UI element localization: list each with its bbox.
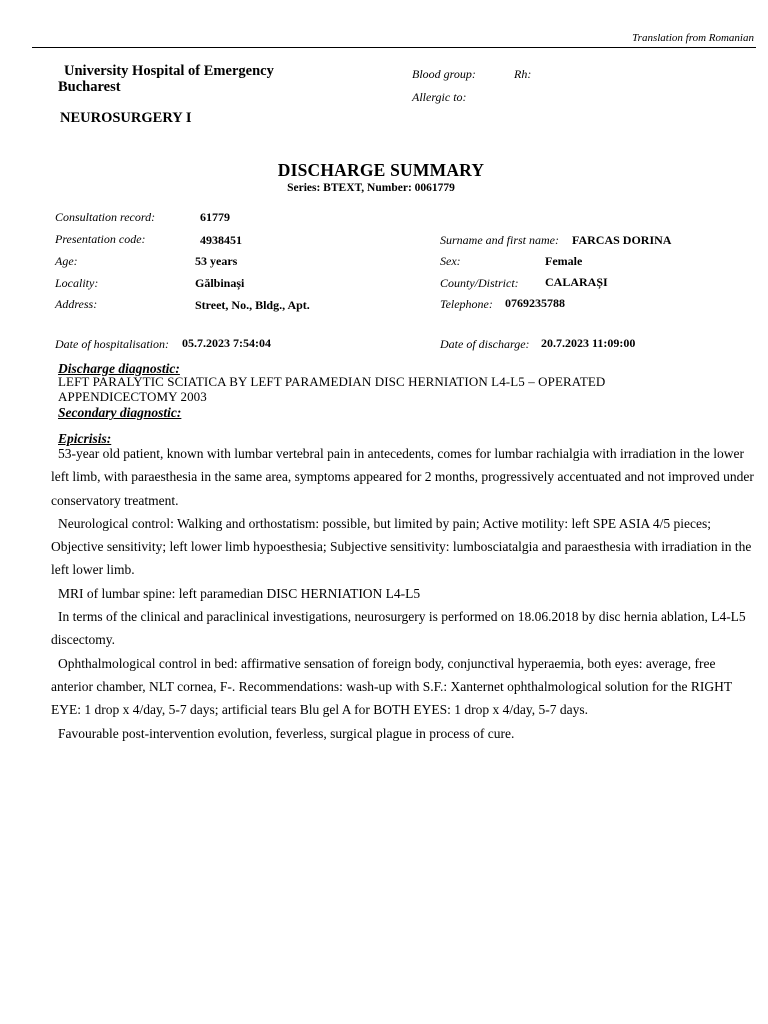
hospitalisation-date-value: 05.7.2023 7:54:04 — [182, 336, 271, 350]
header-rule — [32, 47, 756, 48]
age-label: Age: — [55, 254, 78, 268]
epicrisis-paragraph: Favourable post-intervention evolution, feverless, surgical plague in process of cure. — [58, 725, 515, 741]
epicrisis-paragraph: MRI of lumbar spine: left paramedian DISC HERNIATION L4-L5 — [58, 585, 421, 601]
document-title: DISCHARGE SUMMARY — [277, 160, 485, 180]
epicrisis-paragraph: Neurological control: Walking and orthostatism: possible, but limited by pain; Active motility: left SPE ASIA 4/5 pieces; Objective sensitivity; left lower limb hypoesthesia; Subjective sensitivity: lumbosciatalgia and paraesthesia with irradiation in the left lower limb. — [51, 515, 752, 578]
presentation-value: 4938451 — [200, 233, 242, 247]
locality-label: Locality: — [55, 276, 99, 290]
address-label: Address: — [55, 297, 98, 311]
hospital-name-line2: Bucharest — [58, 79, 121, 95]
translation-note: Translation from Romanian — [632, 32, 754, 44]
address-value: Street, No., Bldg., Apt. — [195, 298, 310, 312]
locality-value: Gălbinași — [195, 276, 245, 290]
epicrisis-paragraph: 53-year old patient, known with lumbar vertebral pain in antecedents, comes for lumbar rachialgia with irradiation in the lower left limb, with paraesthesia in the same area, symptoms appeared for 2 months, progressively accentuated and not improved under conservatory treatment. — [51, 446, 754, 508]
department-name: NEUROSURGERY I — [60, 110, 192, 126]
sex-label: Sex: — [440, 254, 461, 268]
hospitalisation-date-label: Date of hospitalisation: — [55, 337, 169, 351]
epicrisis-paragraph: In terms of the clinical and paraclinical investigations, neurosurgery is performed on 18.06.2018 by disc hernia ablation, L4-L5 discectomy. — [51, 609, 746, 648]
presentation-label: Presentation code: — [55, 232, 146, 246]
county-label: County/District: — [440, 276, 519, 290]
county-value: CALARAȘI — [545, 275, 608, 289]
discharge-date-value: 20.7.2023 11:09:00 — [541, 336, 636, 350]
consultation-value: 61779 — [200, 210, 230, 224]
secondary-diagnostic-heading: Secondary diagnostic: — [58, 405, 182, 420]
epicrisis-heading: Epicrisis: — [58, 431, 112, 446]
discharge-date-label: Date of discharge: — [440, 337, 530, 351]
epicrisis-body — [51, 442, 757, 745]
rh-label: Rh: — [514, 67, 532, 81]
epicrisis-paragraph: Ophthalmological control in bed: affirmative sensation of foreign body, conjunctival hyperaemia, both eyes: average, free anterior chamber, NLT cornea, F-. Recommendations: wash-up with S.F.: Xanternet ophthalmological solution for the RIGHT EYE: 1 drop x 4/day, 5-7 days; artificial tears Blu gel A for BOTH EYES: 1 drop x 4/day, 5-7 days. — [51, 655, 732, 718]
allergic-label: Allergic to: — [412, 90, 467, 104]
hospital-name — [58, 63, 318, 95]
series-number: Series: BTEXT, Number: 0061779 — [287, 182, 455, 194]
patient-name-value: FARCAS DORINA — [572, 233, 672, 247]
discharge-diagnostic-text: LEFT PARALYTIC SCIATICA BY LEFT PARAMEDIAN DISC HERNIATION L4-L5 – OPERATED APPENDICECTOMY 2003 — [58, 374, 606, 404]
patient-name-label: Surname and first name: — [440, 233, 559, 247]
discharge-diagnostic-heading: Discharge diagnostic: — [58, 361, 180, 376]
sex-value: Female — [545, 254, 583, 268]
hospital-name-line1: University Hospital of Emergency — [64, 63, 274, 79]
telephone-value: 0769235788 — [505, 296, 565, 310]
age-value: 53 years — [195, 254, 238, 268]
telephone-label: Telephone: — [440, 297, 493, 311]
consultation-label: Consultation record: — [55, 210, 156, 224]
blood-group-label: Blood group: — [412, 67, 476, 81]
